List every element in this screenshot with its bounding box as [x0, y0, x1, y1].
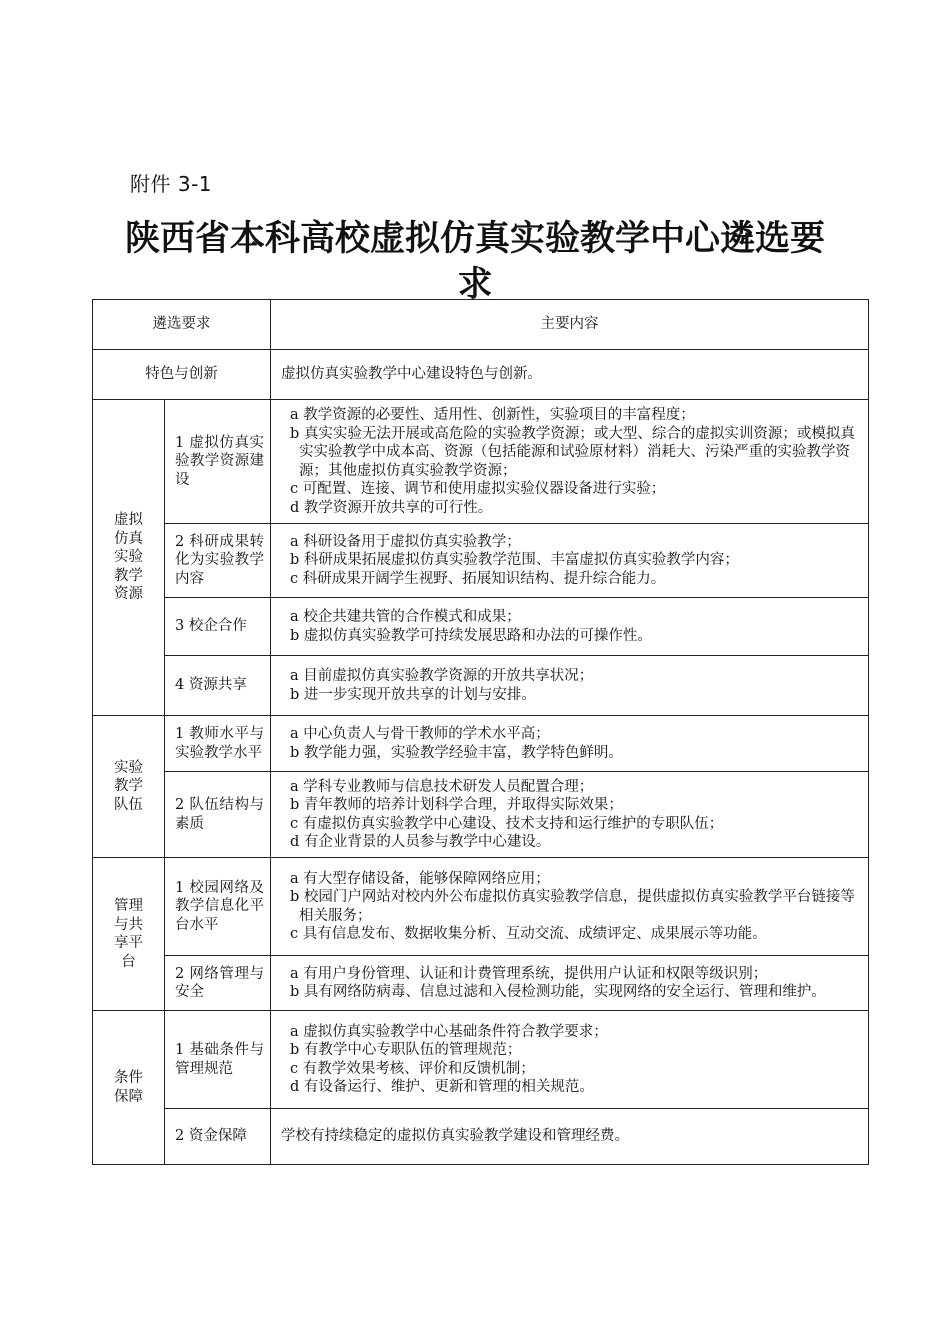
- attachment-label: 附件 3-1: [130, 172, 213, 196]
- group-label: 实验教学队伍: [93, 716, 165, 858]
- table-row: [93, 956, 869, 1011]
- list-item: a 目前虚拟仿真实验教学资源的开放共享状况；: [290, 668, 594, 684]
- table-header-row: [93, 300, 869, 350]
- list-item: b 校园门户网站对校内外公布虚拟仿真实验教学信息，提供虚拟仿真实验教学平台链接等相关服务；: [290, 889, 855, 924]
- list-item: a 中心负责人与骨干教师的学术水平高；: [290, 726, 550, 742]
- sub-requirement: 2 队伍结构与素质: [165, 772, 271, 858]
- content-cell: [271, 656, 869, 716]
- list-item: b 真实实验无法开展或高危险的实验教学资源；或大型、综合的虚拟实训资源；或模拟真实实验教学中成本高、资源（包括能源和试验原材料）消耗大、污染严重的实验教学资源；其他虚拟仿真实验教学资源；: [290, 425, 855, 479]
- content-cell: [271, 1011, 869, 1109]
- sub-requirement: 1 虚拟仿真实验教学资源建设: [165, 400, 271, 524]
- requirements-table: [92, 299, 869, 1165]
- table-row: [93, 350, 869, 400]
- header-requirement: 遴选要求: [93, 300, 271, 350]
- header-content: 主要内容: [271, 300, 869, 350]
- content-cell: [271, 524, 869, 598]
- sub-requirement: 1 基础条件与管理规范: [165, 1011, 271, 1109]
- list-item: a 有大型存储设备，能够保障网络应用；: [290, 870, 550, 887]
- sub-requirement: 1 教师水平与实验教学水平: [165, 716, 271, 772]
- feature-content: 虚拟仿真实验教学中心建设特色与创新。: [271, 350, 869, 400]
- content-cell: [271, 772, 869, 858]
- list-item: b 进一步实现开放共享的计划与安排。: [290, 686, 536, 703]
- content-cell: [271, 598, 869, 656]
- list-item: d 有企业背景的人员参与教学中心建设。: [290, 834, 551, 850]
- sub-requirement: 2 网络管理与安全: [165, 956, 271, 1011]
- list-item: d 有设备运行、维护、更新和管理的相关规范。: [290, 1079, 594, 1095]
- table-row: [93, 858, 869, 956]
- list-item: a 有用户身份管理、认证和计费管理系统，提供用户认证和权限等级识别；: [290, 965, 768, 982]
- title-line-1: 陕西省本科高校虚拟仿真实验教学中心遴选要: [124, 218, 825, 259]
- list-item: b 科研成果拓展虚拟仿真实验教学范围、丰富虚拟仿真实验教学内容；: [290, 552, 739, 569]
- table-row: [93, 400, 869, 524]
- sub-requirement: 2 科研成果转化为实验教学内容: [165, 524, 271, 598]
- group-label: 虚拟仿真实验教学资源: [93, 400, 165, 716]
- sub-requirement: 2 资金保障: [165, 1109, 271, 1165]
- sub-requirement: 3 校企合作: [165, 598, 271, 656]
- table-row: [93, 716, 869, 772]
- table-row: [93, 524, 869, 598]
- content-cell: [271, 716, 869, 772]
- table-row: [93, 1011, 869, 1109]
- list-item: a 学科专业教师与信息技术研发人员配置合理；: [290, 778, 594, 795]
- content-cell: [271, 858, 869, 956]
- content-cell: [271, 400, 869, 524]
- list-item: d 教学资源开放共享的可行性。: [290, 499, 493, 516]
- table-row: [93, 1109, 869, 1165]
- feature-label: 特色与创新: [93, 350, 271, 400]
- list-item: a 教学资源的必要性、适用性、创新性，实验项目的丰富程度；: [290, 407, 695, 423]
- group-label: 管理与共享平台: [93, 858, 165, 1011]
- group-label: 条件保障: [93, 1011, 165, 1165]
- list-item: c 具有信息发布、数据收集分析、互动交流、成绩评定、成果展示等功能。: [290, 926, 767, 942]
- document-title: [100, 216, 850, 308]
- list-item: b 有教学中心专职队伍的管理规范；: [290, 1042, 522, 1058]
- sub-requirement: 1 校园网络及教学信息化平台水平: [165, 858, 271, 956]
- table-row: [93, 772, 869, 858]
- sub-requirement: 4 资源共享: [165, 656, 271, 716]
- list-item: b 教学能力强，实验教学经验丰富，教学特色鲜明。: [290, 744, 623, 761]
- list-item: a 科研设备用于虚拟仿真实验教学；: [290, 533, 521, 550]
- list-item: c 可配置、连接、调节和使用虚拟实验仪器设备进行实验；: [290, 481, 666, 497]
- list-item: b 虚拟仿真实验教学可持续发展思路和办法的可操作性。: [290, 627, 652, 644]
- list-item: b 青年教师的培养计划科学合理，并取得实际效果；: [290, 797, 623, 813]
- content-cell: [271, 956, 869, 1011]
- title-line-2: 求: [457, 264, 493, 305]
- list-item: b 具有网络防病毒、信息过滤和入侵检测功能，实现网络的安全运行、管理和维护。: [290, 984, 826, 1000]
- list-item: a 校企共建共管的合作模式和成果；: [290, 609, 521, 625]
- list-item: a 虚拟仿真实验教学中心基础条件符合教学要求；: [290, 1023, 608, 1040]
- content-cell: 学校有持续稳定的虚拟仿真实验教学建设和管理经费。: [271, 1109, 869, 1165]
- list-item: c 科研成果开阔学生视野、拓展知识结构、提升综合能力。: [290, 570, 666, 587]
- table-row: [93, 656, 869, 716]
- list-item: c 有教学效果考核、评价和反馈机制；: [290, 1060, 535, 1077]
- list-item: c 有虚拟仿真实验教学中心建设、技术支持和运行维护的专职队伍；: [290, 815, 724, 832]
- table-row: [93, 598, 869, 656]
